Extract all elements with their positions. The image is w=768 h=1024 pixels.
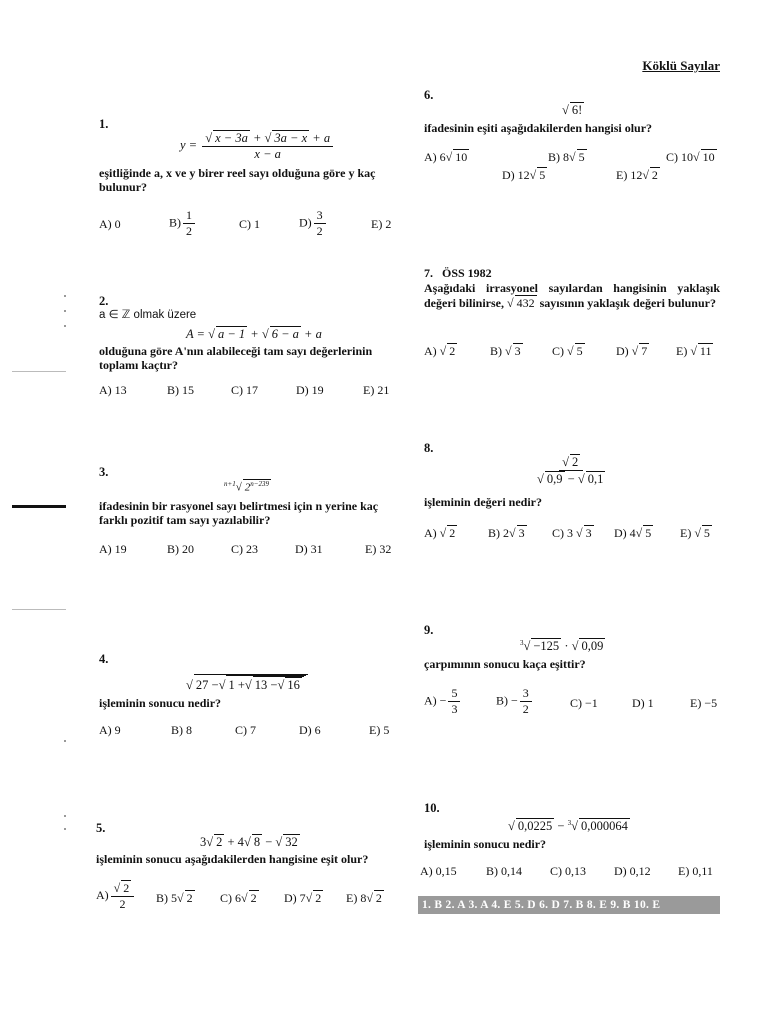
option-d <box>502 167 547 183</box>
q3-text: ifadesinin bir rasyonel sayı belirtmesi için n yerine kaç farklı pozitif tam sayı yazılabilir? <box>99 499 379 528</box>
q5-text: işleminin sonucu aşağıdakilerden hangisine eşit olur? <box>96 852 369 866</box>
option-d: D) 31 <box>295 542 323 556</box>
q6-options <box>424 149 720 185</box>
option-a <box>424 149 469 165</box>
option-c-label: C) 6 <box>220 891 241 905</box>
q5-plus-term: + 4 <box>227 835 244 849</box>
option-c: C) −1 <box>570 696 598 710</box>
margin-line <box>12 609 66 610</box>
option-radicand: 10 <box>455 150 468 164</box>
q10-expression <box>508 818 630 834</box>
option-c: C) 17 <box>231 383 258 397</box>
option-d <box>299 208 328 239</box>
q7-heading <box>424 266 492 280</box>
option-c-label: C) 10 <box>666 150 693 164</box>
option-e-label: E) 8 <box>346 891 367 905</box>
option-a <box>424 525 457 541</box>
option-radicand: 5 <box>539 168 546 182</box>
question-number: 6. <box>424 88 434 102</box>
q2-tail: + a <box>304 327 322 341</box>
frac-den: 3 <box>451 702 458 716</box>
option-a: A) 0 <box>99 217 121 231</box>
sqrt-symbol: √ <box>508 819 515 833</box>
q3-root-index: n+1 <box>224 480 236 488</box>
option-c: C) 1 <box>239 217 260 231</box>
sqrt-symbol: √ <box>523 639 531 653</box>
option-e: E) 32 <box>365 542 392 556</box>
option-b-label: B) <box>169 215 181 230</box>
option-c: C) 7 <box>235 723 256 737</box>
q1-radicand-1: x − 3a <box>215 131 248 145</box>
sqrt-symbol: √ <box>186 678 193 692</box>
sqrt-symbol: √ <box>576 526 583 540</box>
q4-inner-radicand-2 <box>253 676 304 693</box>
frac-den: 2 <box>522 702 529 716</box>
option-b <box>496 686 534 717</box>
sqrt-symbol: √ <box>635 526 643 540</box>
option-e <box>616 167 660 183</box>
q6-radicand: 6! <box>571 103 583 117</box>
q1-radicand-2: 3a − x <box>274 131 308 145</box>
sqrt-symbol: √ <box>569 150 576 164</box>
q8-num-radicand: 2 <box>571 455 579 469</box>
option-a-fraction <box>448 686 460 717</box>
option-b: B) 8 <box>171 723 192 737</box>
option-radicand: 3 <box>585 526 592 540</box>
plus-sign: + <box>252 131 262 145</box>
q1-expression <box>180 130 335 162</box>
option-b <box>548 149 587 165</box>
q10-cube-index: 3 <box>567 818 572 827</box>
option-b <box>488 525 527 541</box>
q3-base: 2 <box>244 481 251 494</box>
q4-part-4: 16 <box>287 678 300 692</box>
option-d-label: D) 7 <box>284 891 306 905</box>
sqrt-symbol: √ <box>235 481 242 494</box>
q8-expression <box>532 454 610 487</box>
option-radicand: 7 <box>641 344 648 358</box>
sqrt-symbol: √ <box>571 639 579 653</box>
q3-expression <box>224 479 271 494</box>
q4-text: işleminin sonucu nedir? <box>99 696 222 710</box>
q3-options <box>99 542 399 558</box>
sqrt-symbol: √ <box>445 150 453 164</box>
option-a: A) 9 <box>99 723 121 737</box>
sqrt-symbol: √ <box>562 103 569 117</box>
plus-sign: + <box>250 327 259 341</box>
multiply-dot: · <box>564 639 569 653</box>
q1-text: eşitliğinde a, x ve y birer reel sayı olduğuna göre y kaç bulunur? <box>99 166 376 195</box>
option-e: E) 5 <box>369 723 390 737</box>
minus-sign: − <box>557 819 565 833</box>
q1-tail: + a <box>312 131 331 145</box>
q7-options <box>424 343 720 359</box>
option-e: E) −5 <box>690 696 718 710</box>
option-radicand: 2 <box>449 344 456 358</box>
option-e <box>346 890 384 906</box>
option-b <box>490 343 523 359</box>
option-b-label: B) 8 <box>548 150 569 164</box>
q5-expression <box>200 834 300 850</box>
option-radicand: 5 <box>576 344 583 358</box>
q10-radicand-1: 0,0225 <box>517 819 553 833</box>
q5-radicand-1: 2 <box>216 835 223 849</box>
answer-key: 1. B 2. A 3. A 4. E 5. D 6. D 7. B 8. E 9. B 10. E <box>418 896 720 914</box>
q7-source: ÖSS 1982 <box>442 266 492 280</box>
q6-expression <box>562 102 584 118</box>
frac-num: 3 <box>520 686 532 702</box>
option-a-label: A) 6 <box>424 150 446 164</box>
sqrt-symbol: √ <box>529 168 537 182</box>
q6-text: ifadesinin eşiti aşağıdakilerden hangisi olur? <box>424 121 653 135</box>
option-c <box>666 149 717 165</box>
option-d: D) 6 <box>299 723 321 737</box>
option-e-label: E) 12 <box>616 168 643 182</box>
margin-bar <box>12 505 66 508</box>
option-d: D) 1 <box>632 696 654 710</box>
sqrt-symbol: √ <box>690 344 697 358</box>
sqrt-symbol: √ <box>244 678 252 692</box>
q9-radicand-1: −125 <box>533 639 560 653</box>
question-number: 9. <box>424 623 434 637</box>
option-b-fraction <box>183 208 195 239</box>
option-radicand: 10 <box>702 150 715 164</box>
q2-options <box>99 383 399 399</box>
option-d <box>614 525 653 541</box>
margin-line <box>12 371 66 372</box>
option-b-label: B) 2 <box>488 526 509 540</box>
q8-fraction <box>534 454 608 487</box>
q7-radicand: 432 <box>516 296 535 311</box>
sqrt-symbol: √ <box>205 131 213 145</box>
margin-dot <box>64 325 66 327</box>
option-a-fraction <box>111 880 135 912</box>
q7-text <box>424 281 720 311</box>
sqrt-symbol: √ <box>264 131 272 145</box>
option-b-label: B) − <box>496 693 518 708</box>
sqrt-symbol: √ <box>218 678 226 692</box>
option-b: B) 15 <box>167 383 194 397</box>
frac-num: 3 <box>314 208 326 224</box>
question-number: 3. <box>99 465 109 479</box>
sqrt-symbol: √ <box>562 455 569 469</box>
q4-expression <box>186 674 308 693</box>
minus-sign: − <box>265 835 273 849</box>
q7-text-after: sayısının yaklaşık değeri bulunur? <box>539 296 716 311</box>
q10-radicand-2: 0,000064 <box>580 819 628 833</box>
q1-fraction <box>202 130 333 162</box>
option-e <box>676 343 713 359</box>
option-b: B) 0,14 <box>486 864 522 878</box>
frac-num <box>111 880 135 897</box>
margin-dot <box>64 828 66 830</box>
q4-part-2: 1 + <box>228 678 245 692</box>
option-d <box>284 890 323 906</box>
sqrt-symbol: √ <box>275 835 283 849</box>
option-radicand: 5 <box>578 150 585 164</box>
sqrt-symbol: √ <box>243 835 251 849</box>
frac-den: 2 <box>316 224 323 238</box>
q8-den-radicand-2: 0,1 <box>587 472 604 486</box>
q4-part-1: 27 − <box>195 678 219 692</box>
option-c: C) 0,13 <box>550 864 586 878</box>
option-b <box>156 890 195 906</box>
sqrt-symbol: √ <box>208 327 215 341</box>
sqrt-symbol: √ <box>507 296 514 311</box>
sqrt-symbol: √ <box>693 150 700 164</box>
q9-radicand-2: 0,09 <box>581 639 604 653</box>
q2-lhs: A = <box>186 327 205 341</box>
option-d-fraction <box>314 208 326 239</box>
q4-part-3: 13 − <box>254 678 278 692</box>
sqrt-symbol: √ <box>241 891 248 905</box>
q2-radicand-1: a − 1 <box>217 327 246 341</box>
q9-expression <box>520 638 605 654</box>
option-b <box>169 208 197 239</box>
option-d-label: D) 12 <box>502 168 530 182</box>
option-b-label: B) 5 <box>156 891 177 905</box>
frac-den: 2 <box>119 897 126 911</box>
sqrt-symbol: √ <box>439 344 447 358</box>
option-a: A) 0,15 <box>420 864 457 878</box>
q4-inner-radicand <box>226 675 305 693</box>
option-a-label: A) <box>424 344 437 358</box>
option-b-label: B) <box>490 344 502 358</box>
margin-dot <box>64 815 66 817</box>
frac-num: 1 <box>183 208 195 224</box>
q4-options <box>99 723 399 739</box>
q8-options <box>424 525 720 541</box>
sqrt-symbol: √ <box>113 881 121 895</box>
q3-exponent: n−239 <box>250 480 270 488</box>
question-number: 10. <box>424 801 440 815</box>
option-radicand: 2 <box>375 891 382 905</box>
sqrt-symbol: √ <box>577 472 585 486</box>
sqrt-symbol: √ <box>206 835 214 849</box>
option-d-label: D) <box>299 215 312 230</box>
sqrt-symbol: √ <box>177 891 184 905</box>
option-radicand: 11 <box>699 344 712 358</box>
sqrt-symbol: √ <box>642 168 649 182</box>
option-radicand: 2 <box>449 526 456 540</box>
sqrt-symbol: √ <box>439 526 447 540</box>
q2-radicand-2: 6 − a <box>271 327 299 341</box>
sqrt-symbol: √ <box>505 344 512 358</box>
sqrt-symbol: √ <box>305 891 313 905</box>
option-d-label: D) <box>616 344 629 358</box>
q10-options <box>420 864 720 880</box>
q4-outer-radicand <box>194 674 308 693</box>
sqrt-symbol: √ <box>694 526 701 540</box>
option-e-label: E) <box>680 526 692 540</box>
option-b-fraction <box>520 686 532 717</box>
q2-expression <box>186 326 322 342</box>
option-d-label: D) 4 <box>614 526 636 540</box>
option-radicand: 5 <box>703 526 710 540</box>
option-radicand: 2 <box>250 891 257 905</box>
option-c: C) 23 <box>231 542 258 556</box>
option-e: E) 0,11 <box>678 864 713 878</box>
q5-options <box>96 880 396 914</box>
sqrt-symbol: √ <box>277 678 285 692</box>
sqrt-symbol: √ <box>567 344 574 358</box>
question-number: 1. <box>99 117 109 131</box>
option-c-label: C) <box>552 344 564 358</box>
option-a-label: A) <box>424 526 437 540</box>
option-radicand: 2 <box>651 168 658 182</box>
option-radicand: 2 <box>315 891 322 905</box>
q5-radicand-3: 32 <box>285 835 298 849</box>
q2-condition: a ∈ ℤ olmak üzere <box>99 309 197 321</box>
q1-numerator <box>202 130 333 147</box>
margin-dot <box>64 740 66 742</box>
option-radicand: 3 <box>518 526 525 540</box>
sqrt-symbol: √ <box>509 526 516 540</box>
option-d: D) 0,12 <box>614 864 651 878</box>
option-c <box>220 890 259 906</box>
option-radicand: 2 <box>186 891 193 905</box>
q1-denominator: x − a <box>254 147 281 161</box>
option-radicand: 5 <box>645 526 652 540</box>
option-radicand: 3 <box>514 344 521 358</box>
option-a-label: A) <box>96 887 109 902</box>
option-d: D) 19 <box>296 383 324 397</box>
minus-sign: − <box>567 472 575 486</box>
option-e-label: E) <box>676 344 688 358</box>
q5-coef-1: 3 <box>200 835 207 849</box>
option-a: A) 13 <box>99 383 127 397</box>
option-c-label: C) 3 <box>552 526 573 540</box>
option-a <box>424 686 462 717</box>
margin-dot <box>64 295 66 297</box>
q8-numerator <box>559 454 583 471</box>
sqrt-symbol: √ <box>261 327 269 341</box>
option-a <box>96 880 136 912</box>
question-number: 2. <box>99 294 109 308</box>
frac-num: 5 <box>448 686 460 702</box>
q3-radicand <box>243 479 271 494</box>
q8-text: işleminin değeri nedir? <box>424 495 542 509</box>
page-title: Köklü Sayılar <box>642 58 720 73</box>
option-d <box>616 343 649 359</box>
option-e <box>680 525 712 541</box>
frac-num-radicand: 2 <box>123 881 130 895</box>
option-a <box>424 343 457 359</box>
option-e: E) 21 <box>363 383 390 397</box>
q8-den-radicand-1: 0,9 <box>546 472 563 486</box>
question-number: 7. <box>424 266 433 280</box>
q9-options <box>424 686 720 722</box>
q1-lhs: y = <box>180 137 198 152</box>
sqrt-symbol: √ <box>571 819 578 833</box>
q8-denominator <box>534 471 608 487</box>
q10-text: işleminin sonucu nedir? <box>424 837 547 851</box>
option-e: E) 2 <box>371 217 392 231</box>
q9-text: çarpımının sonucu kaça eşittir? <box>424 657 586 671</box>
option-a: A) 19 <box>99 542 127 556</box>
sqrt-symbol: √ <box>366 891 373 905</box>
option-c <box>552 343 585 359</box>
question-number: 8. <box>424 441 434 455</box>
question-number: 5. <box>96 821 106 835</box>
q2-text: olduğuna göre A'nın alabileceği tam sayı değerlerinin toplamı kaçtır? <box>99 344 373 373</box>
margin-dot <box>64 310 66 312</box>
option-a-label: A) − <box>424 693 447 708</box>
sqrt-symbol: √ <box>537 472 544 486</box>
option-b: B) 20 <box>167 542 194 556</box>
option-c <box>552 525 594 541</box>
q1-options <box>99 208 399 244</box>
q9-cube-index: 3 <box>520 638 524 647</box>
q5-radicand-2: 8 <box>253 835 261 849</box>
q7-text-before: Aşağıdaki irrasyonel sayılardan hangisinin yaklaşık değeri bilinirse, <box>424 281 720 311</box>
question-number: 4. <box>99 652 109 666</box>
sqrt-symbol: √ <box>631 344 639 358</box>
frac-den: 2 <box>186 224 192 238</box>
